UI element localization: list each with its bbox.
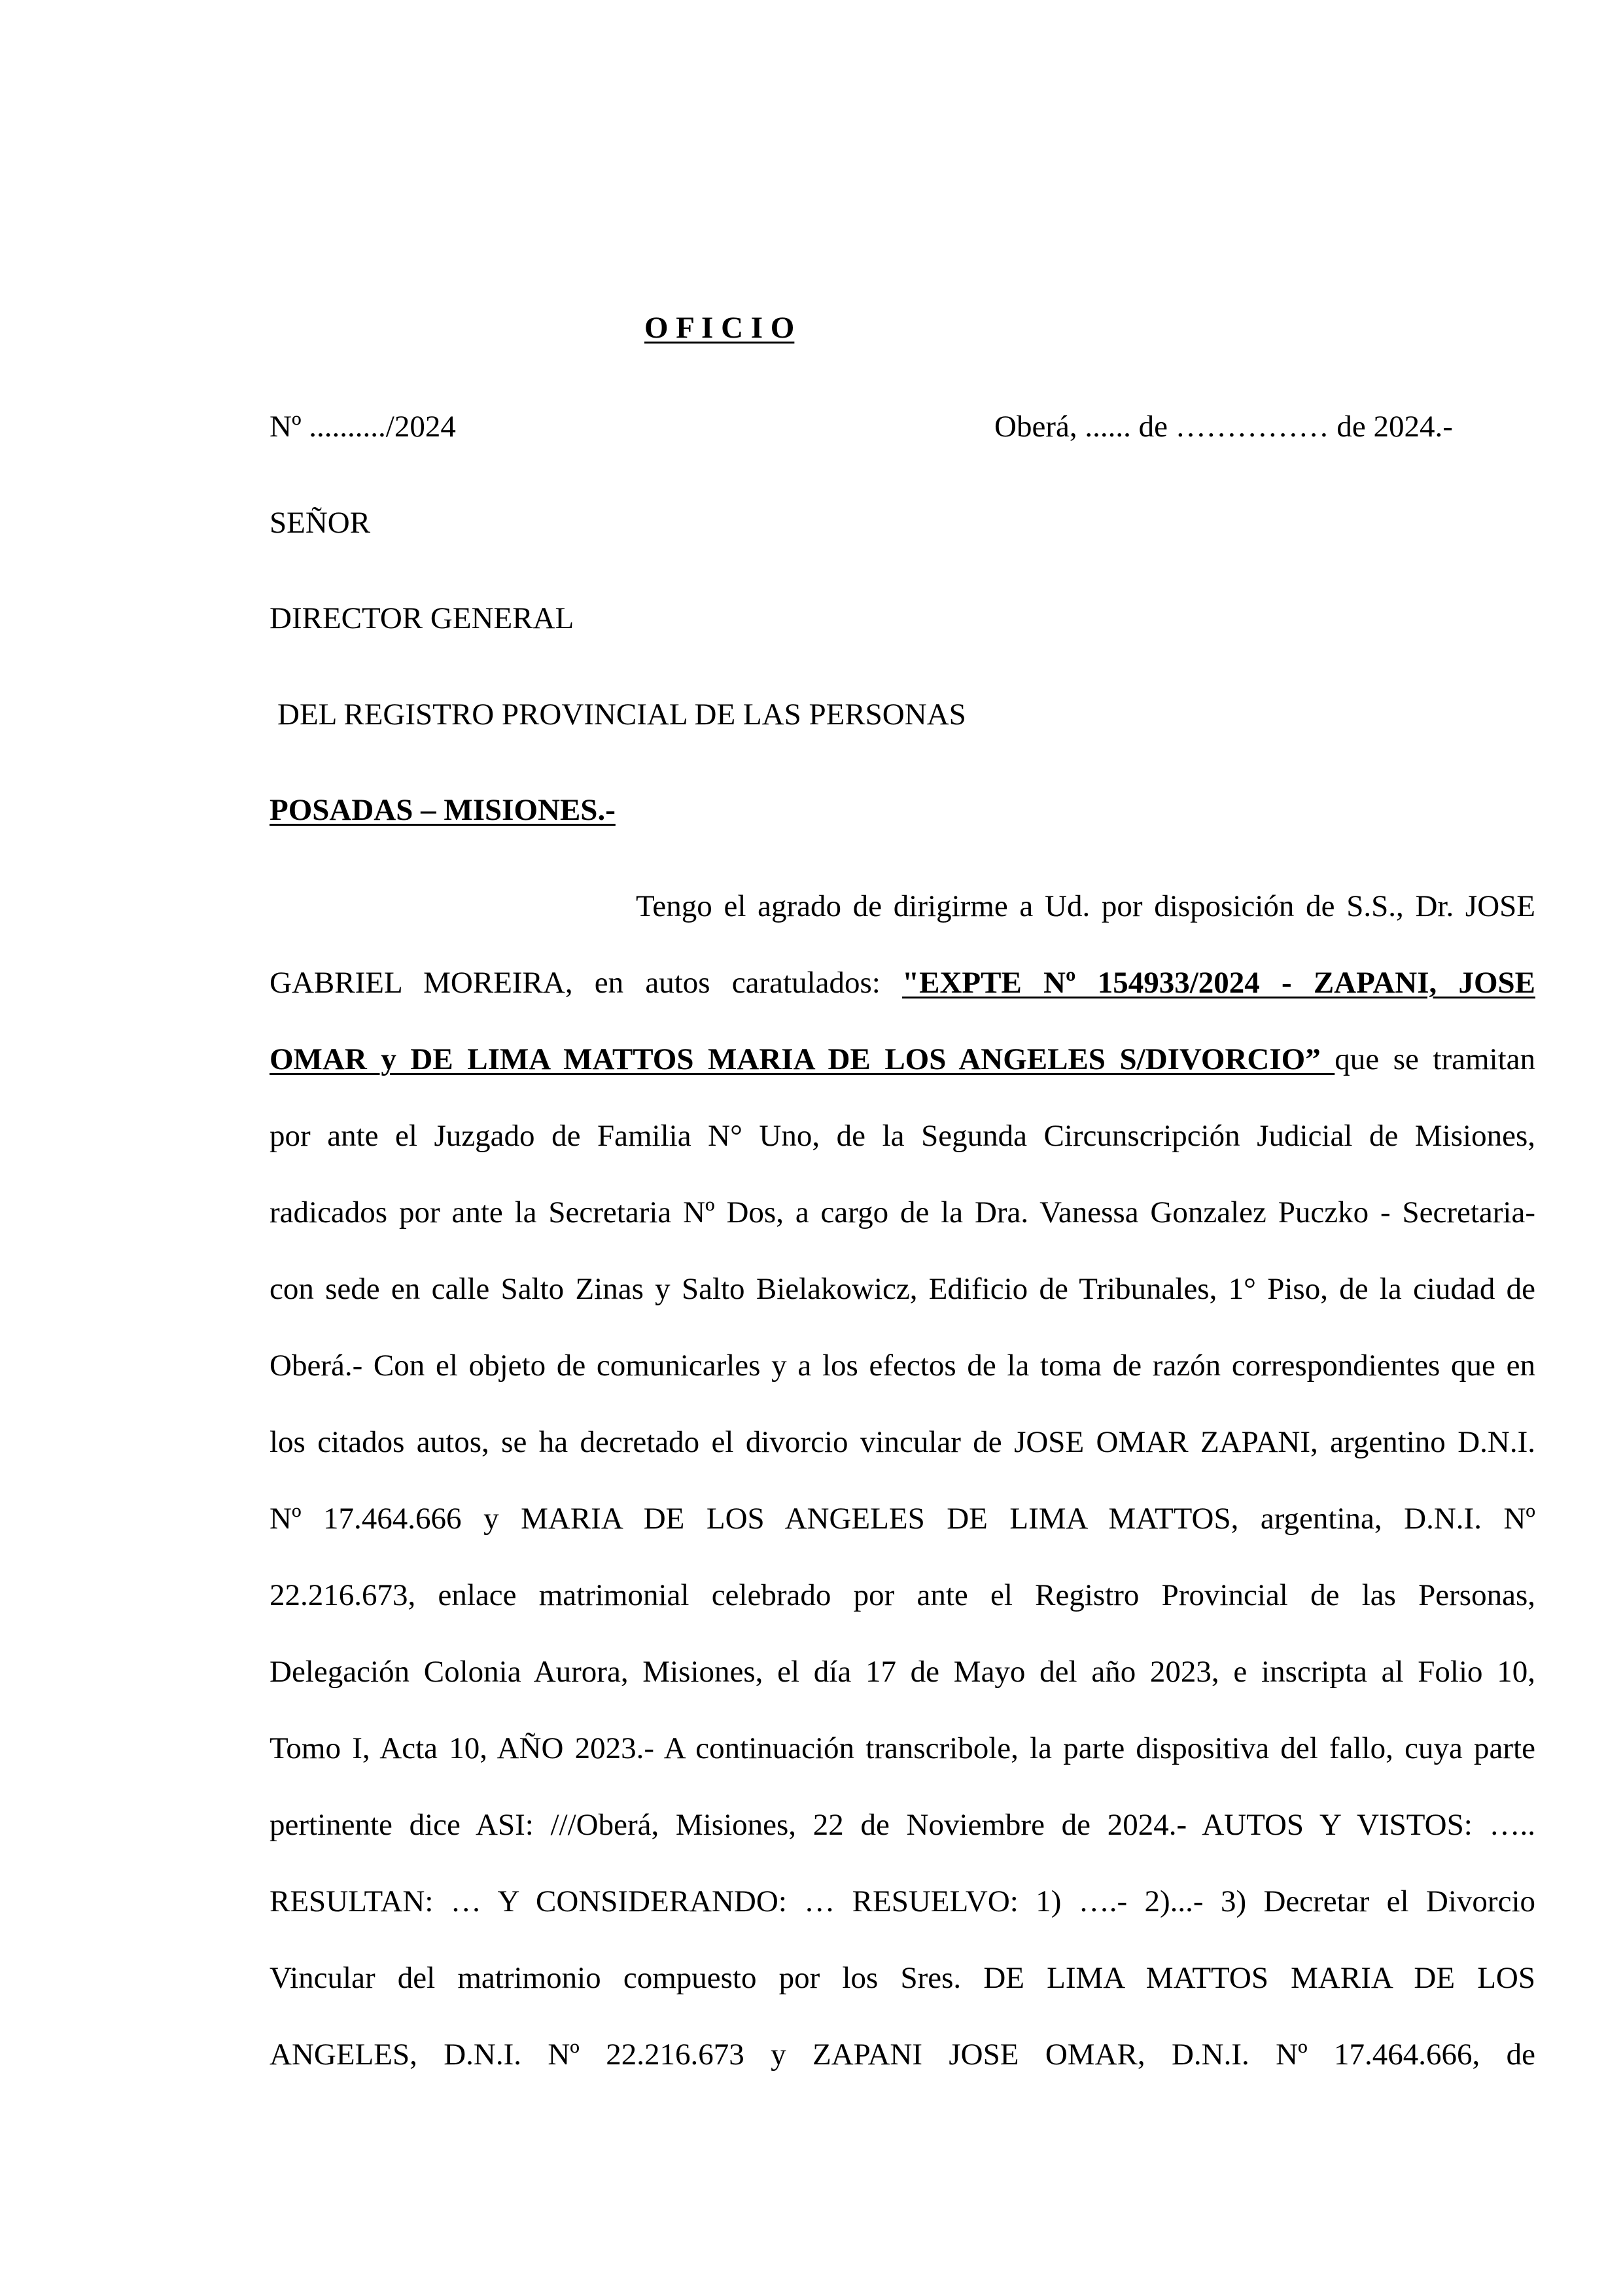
body-line — [270, 1044, 1535, 1075]
body-line: con sede en calle Salto Zinas y Salto Bielakowicz, Edificio de Tribunales, 1° Piso, de la ciudad de — [270, 1272, 1535, 1306]
body-line: radicados por ante la Secretaria Nº Dos, a cargo de la Dra. Vanessa Gonzalez Puczko - Secretaria- — [270, 1195, 1535, 1229]
body-line: Oberá.- Con el objeto de comunicarles y a los efectos de la toma de razón correspondientes que en — [270, 1349, 1535, 1383]
addressee-line-2: DIRECTOR GENERAL — [270, 601, 574, 635]
case-title: "EXPTE Nº 154933/2024 - ZAPANI, JOSE — [902, 966, 1535, 1000]
body-line: Vincular del matrimonio compuesto por los Sres. DE LIMA MATTOS MARIA DE LOS — [270, 1961, 1535, 1995]
body-text: que se tramitan — [1335, 1042, 1535, 1076]
body-line: Delegación Colonia Aurora, Misiones, el día 17 de Mayo del año 2023, e inscripta al Folio 10, — [270, 1655, 1535, 1689]
body-line: los citados autos, se ha decretado el divorcio vincular de JOSE OMAR ZAPANI, argentino D.N.I. — [270, 1425, 1535, 1459]
body-line: pertinente dice ASI: ///Oberá, Misiones, 22 de Noviembre de 2024.- AUTOS Y VISTOS: ….. — [270, 1808, 1535, 1842]
body-line — [270, 968, 1535, 998]
body-line: 22.216.673, enlace matrimonial celebrado por ante el Registro Provincial de las Personas, — [270, 1578, 1535, 1612]
body-line: ANGELES, D.N.I. Nº 22.216.673 y ZAPANI JOSE OMAR, D.N.I. Nº 17.464.666, de — [270, 2038, 1535, 2072]
body-line: RESULTAN: … Y CONSIDERANDO: … RESUELVO: 1) ….- 2)...- 3) Decretar el Divorcio — [270, 1884, 1535, 1918]
document-date: Oberá, ...... de …………… de 2024.- — [994, 410, 1453, 444]
body-line: Nº 17.464.666 y MARIA DE LOS ANGELES DE LIMA MATTOS, argentina, D.N.I. Nº — [270, 1502, 1535, 1536]
document-number: Nº ........../2024 — [270, 410, 456, 444]
body-line: Tomo I, Acta 10, AÑO 2023.- A continuación transcribole, la parte dispositiva del fallo, cuya parte — [270, 1731, 1535, 1765]
document-title: O F I C I O — [644, 311, 795, 345]
body-line: Tengo el agrado de dirigirme a Ud. por disposición de S.S., Dr. JOSE — [636, 889, 1535, 923]
body-line: por ante el Juzgado de Familia N° Uno, de la Segunda Circunscripción Judicial de Misiones, — [270, 1119, 1535, 1153]
addressee-line-3: DEL REGISTRO PROVINCIAL DE LAS PERSONAS — [277, 698, 966, 732]
addressee-line-4: POSADAS – MISIONES.- — [270, 793, 616, 827]
addressee-line-1: SEÑOR — [270, 506, 371, 540]
case-title: OMAR y DE LIMA MATTOS MARIA DE LOS ANGELES S/DIVORCIO” — [270, 1042, 1335, 1076]
body-text: GABRIEL MOREIRA, en autos caratulados: — [270, 966, 903, 1000]
